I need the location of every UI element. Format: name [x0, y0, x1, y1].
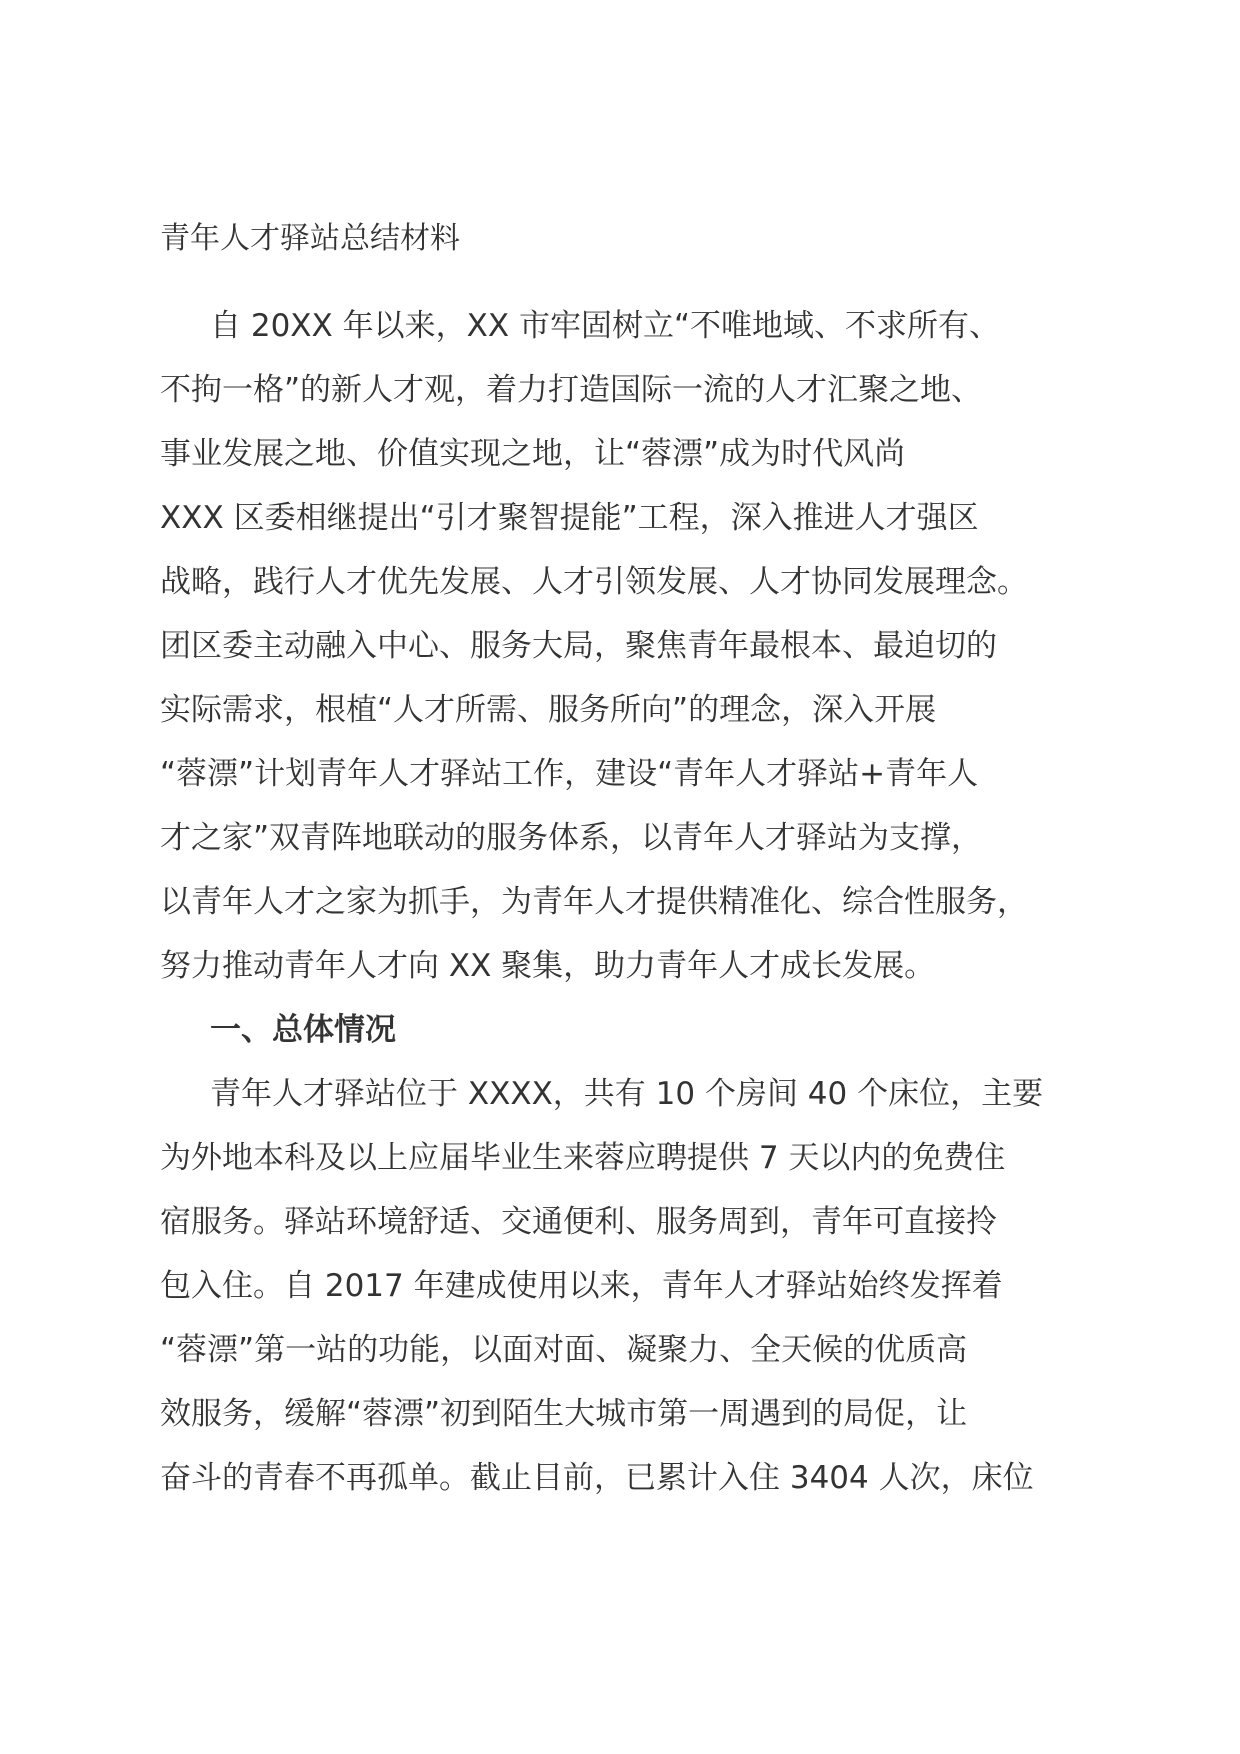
paragraph-line: 包入住。自 2017 年建成使用以来，青年人才驿站始终发挥着	[160, 1268, 1003, 1304]
paragraph-line: 才之家”双青阵地联动的服务体系，以青年人才驿站为支撑，	[160, 820, 983, 856]
paragraph-line: “蓉漂”第一站的功能，以面对面、凝聚力、全天候的优质高	[160, 1332, 968, 1368]
paragraph-line: 以青年人才之家为抓手，为青年人才提供精准化、综合性服务，	[160, 884, 1028, 920]
paragraph-line: 为外地本科及以上应届毕业生来蓉应聘提供 7 天以内的免费住	[160, 1140, 1006, 1176]
paragraph-line: 不拘一格”的新人才观，着力打造国际一流的人才汇聚之地、	[160, 372, 983, 408]
paragraph-line: 努力推动青年人才向 XX 聚集，助力青年人才成长发展。	[160, 948, 936, 984]
paragraph-line: 自 20XX 年以来，XX 市牢固树立“不唯地域、不求所有、	[210, 308, 1001, 344]
paragraph-line: 事业发展之地、价值实现之地，让“蓉漂”成为时代风尚	[160, 436, 906, 472]
paragraph-line: XXX 区委相继提出“引才聚智提能”工程，深入推进人才强区	[160, 500, 979, 536]
paragraph-line: 团区委主动融入中心、服务大局，聚焦青年最根本、最迫切的	[160, 628, 997, 664]
paragraph-line: “蓉漂”计划青年人才驿站工作，建设“青年人才驿站+青年人	[160, 756, 979, 792]
paragraph-line: 战略，践行人才优先发展、人才引领发展、人才协同发展理念。	[160, 564, 1028, 600]
paragraph-line: 宿服务。驿站环境舒适、交通便利、服务周到，青年可直接拎	[160, 1204, 997, 1240]
paragraph-line: 青年人才驿站位于 XXXX，共有 10 个房间 40 个床位，主要	[210, 1076, 1044, 1112]
section-heading: 一、总体情况	[210, 1012, 396, 1048]
document-title: 青年人才驿站总结材料	[160, 221, 460, 256]
paragraph-line: 效服务，缓解“蓉漂”初到陌生大城市第一周遇到的局促，让	[160, 1396, 968, 1432]
paragraph-line: 奋斗的青春不再孤单。截止目前，已累计入住 3404 人次，床位	[160, 1460, 1034, 1496]
paragraph-line: 实际需求，根植“人才所需、服务所向”的理念，深入开展	[160, 692, 937, 728]
